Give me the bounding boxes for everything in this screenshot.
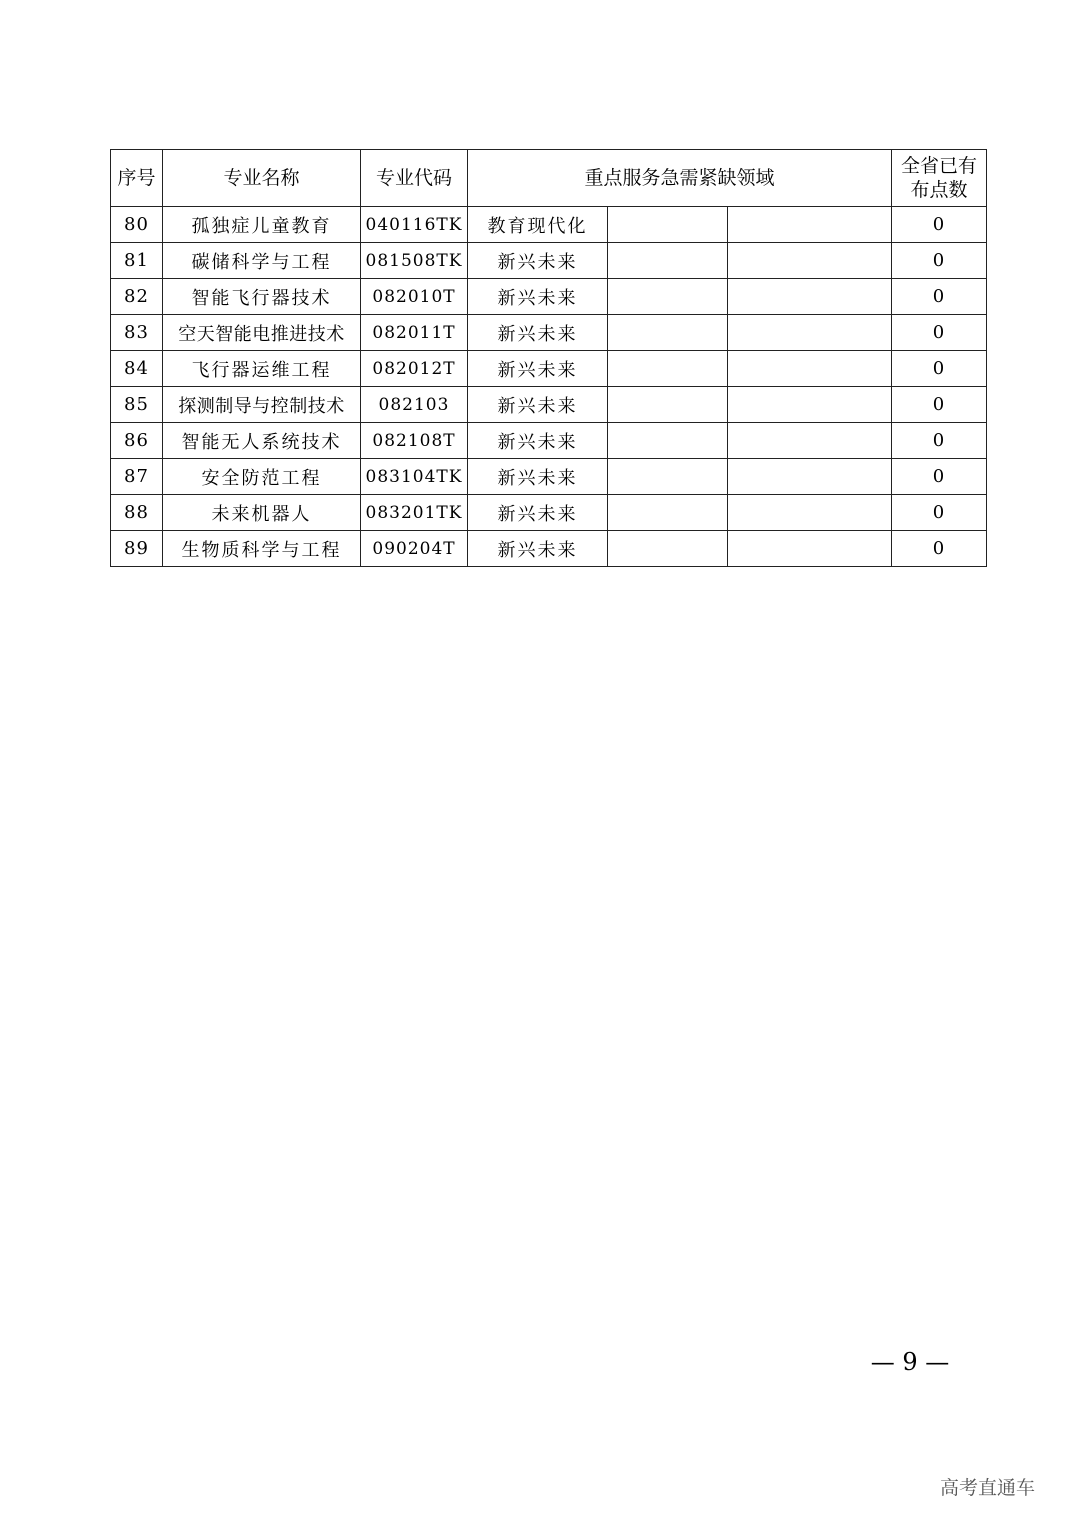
header-existing-count: 全省已有布点数	[892, 150, 987, 207]
header-major-name: 专业名称	[163, 150, 361, 207]
cell-blank	[728, 495, 892, 531]
table-body	[111, 207, 987, 567]
cell-existing-count: 0	[892, 351, 987, 387]
cell-service-field: 新兴未来	[468, 495, 608, 531]
cell-blank	[728, 531, 892, 567]
table-row	[111, 315, 987, 351]
cell-major-code: 082108T	[361, 423, 468, 459]
table-row	[111, 279, 987, 315]
cell-blank	[608, 315, 728, 351]
header-seq: 序号	[111, 150, 163, 207]
cell-major-code: 090204T	[361, 531, 468, 567]
cell-seq: 89	[111, 531, 163, 567]
cell-blank	[608, 351, 728, 387]
cell-seq: 81	[111, 243, 163, 279]
cell-major-name: 飞行器运维工程	[163, 351, 361, 387]
cell-blank	[608, 207, 728, 243]
cell-existing-count: 0	[892, 531, 987, 567]
cell-seq: 84	[111, 351, 163, 387]
header-service-field: 重点服务急需紧缺领域	[468, 150, 892, 207]
table-row	[111, 423, 987, 459]
table-row	[111, 387, 987, 423]
cell-blank	[608, 531, 728, 567]
cell-major-code: 082010T	[361, 279, 468, 315]
cell-seq: 83	[111, 315, 163, 351]
cell-blank	[608, 459, 728, 495]
cell-major-name: 空天智能电推进技术	[163, 315, 361, 351]
cell-blank	[728, 279, 892, 315]
cell-service-field: 新兴未来	[468, 387, 608, 423]
cell-service-field: 新兴未来	[468, 459, 608, 495]
cell-major-name: 安全防范工程	[163, 459, 361, 495]
cell-major-code: 082011T	[361, 315, 468, 351]
cell-major-code: 081508TK	[361, 243, 468, 279]
cell-seq: 86	[111, 423, 163, 459]
cell-major-code: 040116TK	[361, 207, 468, 243]
cell-service-field: 新兴未来	[468, 279, 608, 315]
table-row	[111, 459, 987, 495]
cell-service-field: 新兴未来	[468, 351, 608, 387]
cell-seq: 82	[111, 279, 163, 315]
watermark-text: 高考直通车	[940, 1477, 1036, 1499]
cell-blank	[608, 495, 728, 531]
cell-major-name: 智能无人系统技术	[163, 423, 361, 459]
cell-blank	[728, 243, 892, 279]
cell-existing-count: 0	[892, 495, 987, 531]
cell-blank	[728, 387, 892, 423]
cell-seq: 87	[111, 459, 163, 495]
cell-service-field: 新兴未来	[468, 243, 608, 279]
cell-blank	[608, 423, 728, 459]
cell-blank	[728, 423, 892, 459]
cell-existing-count: 0	[892, 423, 987, 459]
cell-existing-count: 0	[892, 243, 987, 279]
table-row	[111, 243, 987, 279]
table-header-row	[111, 150, 987, 207]
cell-major-name: 智能飞行器技术	[163, 279, 361, 315]
header-major-code: 专业代码	[361, 150, 468, 207]
majors-table	[110, 149, 987, 567]
cell-major-code: 082012T	[361, 351, 468, 387]
table-row	[111, 495, 987, 531]
cell-seq: 85	[111, 387, 163, 423]
table-row	[111, 207, 987, 243]
cell-service-field: 教育现代化	[468, 207, 608, 243]
cell-major-name: 探测制导与控制技术	[163, 387, 361, 423]
cell-seq: 80	[111, 207, 163, 243]
cell-blank	[728, 459, 892, 495]
cell-service-field: 新兴未来	[468, 423, 608, 459]
cell-service-field: 新兴未来	[468, 531, 608, 567]
cell-major-code: 083201TK	[361, 495, 468, 531]
table-row	[111, 531, 987, 567]
cell-major-code: 082103	[361, 387, 468, 423]
cell-blank	[608, 279, 728, 315]
cell-blank	[728, 351, 892, 387]
page-number: — 9 —	[870, 1348, 950, 1376]
cell-major-name: 碳储科学与工程	[163, 243, 361, 279]
cell-blank	[608, 387, 728, 423]
cell-major-code: 083104TK	[361, 459, 468, 495]
cell-existing-count: 0	[892, 207, 987, 243]
cell-major-name: 生物质科学与工程	[163, 531, 361, 567]
table-row	[111, 351, 987, 387]
cell-blank	[728, 207, 892, 243]
cell-existing-count: 0	[892, 315, 987, 351]
cell-seq: 88	[111, 495, 163, 531]
cell-major-name: 未来机器人	[163, 495, 361, 531]
cell-service-field: 新兴未来	[468, 315, 608, 351]
cell-blank	[608, 243, 728, 279]
cell-existing-count: 0	[892, 459, 987, 495]
cell-major-name: 孤独症儿童教育	[163, 207, 361, 243]
cell-existing-count: 0	[892, 279, 987, 315]
cell-blank	[728, 315, 892, 351]
cell-existing-count: 0	[892, 387, 987, 423]
